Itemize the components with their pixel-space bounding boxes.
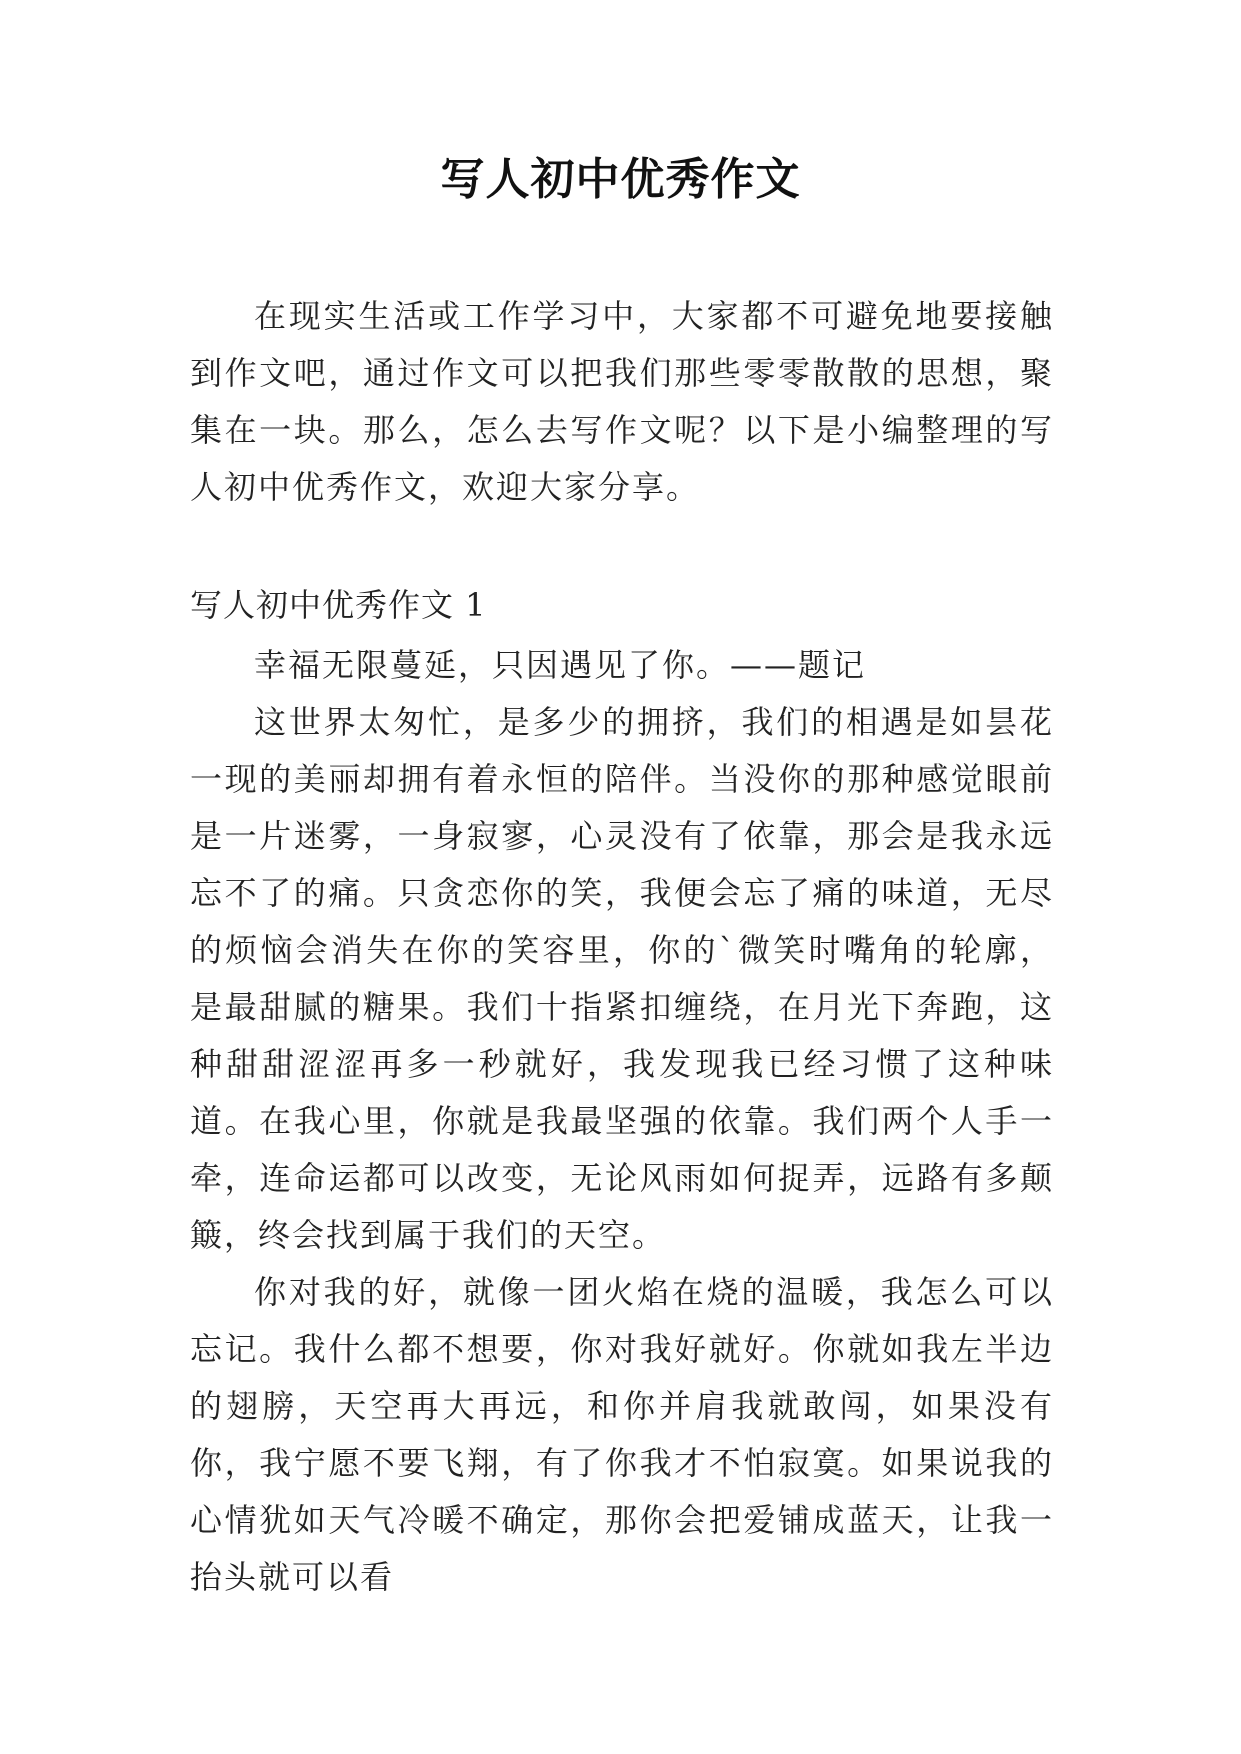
- essay-paragraph-1: 这世界太匆忙，是多少的拥挤，我们的相遇是如昙花一现的美丽却拥有着永恒的陪伴。当没你的那种感觉眼前是一片迷雾，一身寂寥，心灵没有了依靠，那会是我永远忘不了的痛。只贪恋你的笑，我便会忘了痛的味道，无尽的烦恼会消失在你的笑容里，你的`微笑时嘴角的轮廓，是最甜腻的糖果。我们十指紧扣缠绕，在月光下奔跑，这种甜甜涩涩再多一秒就好，我发现我已经习惯了这种味道。在我心里，你就是我最坚强的依靠。我们两个人手一牵，连命运都可以改变，无论风雨如何捉弄，远路有多颠簸，终会找到属于我们的天空。: [190, 703, 1054, 1254]
- essay-section: [190, 577, 1054, 1606]
- section-heading: 写人初中优秀作文 1: [190, 586, 487, 624]
- epigraph: 幸福无限蔓延，只因遇见了你。——题记: [254, 646, 867, 684]
- essay-paragraph-2: 你对我的好，就像一团火焰在烧的温暖，我怎么可以忘记。我什么都不想要，你对我好就好。你就如我左半边的翅膀，天空再大再远，和你并肩我就敢闯，如果没有你，我宁愿不要飞翔，有了你我才不怕寂寞。如果说我的心情犹如天气冷暖不确定，那你会把爱铺成蓝天，让我一抬头就可以看: [190, 1273, 1054, 1596]
- intro-section: [190, 288, 1054, 516]
- document-title: 写人初中优秀作文: [440, 154, 801, 205]
- intro-paragraph: 在现实生活或工作学习中，大家都不可避免地要接触到作文吧，通过作文可以把我们那些零零散散的思想，聚集在一块。那么，怎么去写作文呢？以下是小编整理的写人初中优秀作文，欢迎大家分享。: [190, 297, 1054, 506]
